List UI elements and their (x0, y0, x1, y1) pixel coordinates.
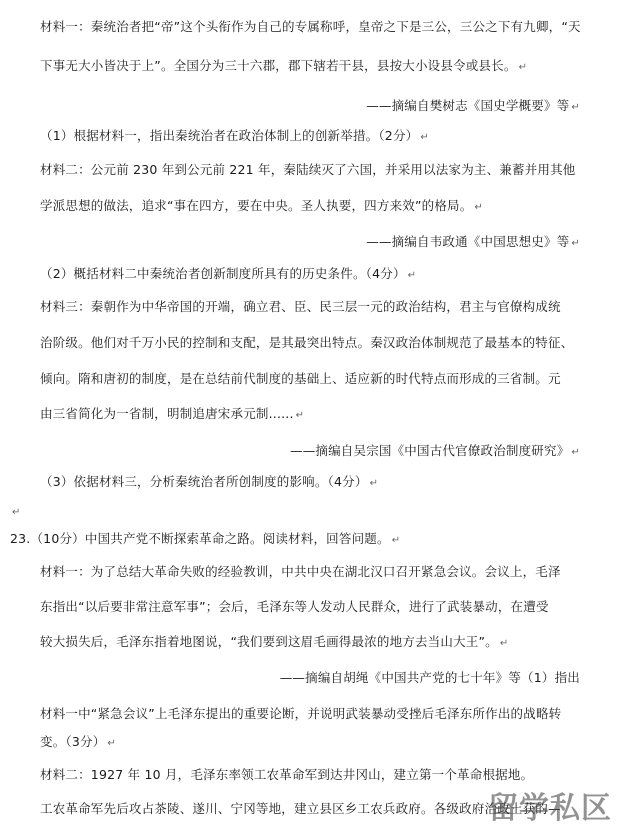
text-line: 下事无大小皆决于上”。全国分为三十六郡，郡下辖若干县，县按大小设县令或县长。 ↵ (40, 58, 528, 73)
question-line: （2）概括材料二中秦统治者创新制度所具有的历史条件。（4分） ↵ (40, 266, 417, 281)
text-line: 材料一：秦统治者把“帝”这个头衔作为自己的专属称呼，皇帝之下是三公，三公之下有九卿，“天 (40, 19, 581, 34)
question-line: 变。（3分） ↵ (40, 734, 116, 749)
text-line: 学派思想的做法，追求“事在四方，要在中央。圣人执要，四方来效”的格局。 ↵ (40, 198, 484, 213)
question-heading: 23.（10分）中国共产党不断探索革命之路。阅读材料，回答问题。 ↵ (10, 531, 401, 546)
text-line: 材料二：1927 年 10 月，毛泽东率领工农革命军到达井冈山，建立第一个革命根据地。 (40, 767, 534, 782)
source-citation: ——摘编自吴宗国《中国古代官僚政治制度研究》 ↵ (290, 443, 580, 458)
text-line: 东指出“以后要非常注意军事”；会后，毛泽东等人发动人民群众，进行了武装暴动，在遭受 (40, 599, 549, 614)
text-line: 材料三：秦朝作为中华帝国的开端，确立君、臣、民三层一元的政治结构，君主与官僚构成统 (40, 299, 561, 314)
question-line: （1）根据材料一，指出秦统治者在政治体制上的创新举措。（2分） ↵ (40, 128, 429, 143)
question-line: （3）依据材料三，分析秦统治者所创制度的影响。（4分） ↵ (40, 474, 379, 489)
source-citation: ——摘编自韦政通《中国思想史》等 ↵ (366, 234, 580, 249)
text-line: 材料二：公元前 230 年到公元前 221 年，秦陆续灭了六国，并采用以法家为主、兼蓄并用其他 (40, 162, 576, 177)
source-citation: ——摘编自樊树志《国史学概要》等 ↵ (366, 98, 580, 113)
question-line: 材料一中“紧急会议”上毛泽东提出的重要论断，并说明武装暴动受挫后毛泽东所作出的战略转 (40, 706, 562, 721)
source-citation: ——摘编自胡绳《中国共产党的七十年》等（1）指出 (279, 670, 580, 685)
text-line: 由三省简化为一省制，明制追唐宋承元制...... ↵ (40, 406, 305, 421)
text-line: 治阶级。他们对千万小民的控制和支配，是其最突出特点。秦汉政治体制规范了最基本的特征、 (40, 335, 574, 350)
text-line: 工农革命军先后攻占茶陵、遂川、宁冈等地，建立县区乡工农兵政府。各级政府治政土获的— (40, 801, 561, 816)
text-line: 倾向。隋和唐初的制度，是在总结前代制度的基础上、适应新的时代特点而形成的三省制。元 (40, 371, 561, 386)
text-line: 材料一：为了总结大革命失败的经验教训，中共中央在湖北汉口召开紧急会议。会议上，毛泽 (40, 564, 561, 579)
text-line: 较大损失后，毛泽东指着地图说，“我们要到这眉毛画得最浓的地方去当山大王”。 ↵ (40, 634, 509, 649)
empty-paragraph: ↵ (12, 507, 21, 518)
watermark-logo: 留学私区 (488, 791, 612, 826)
